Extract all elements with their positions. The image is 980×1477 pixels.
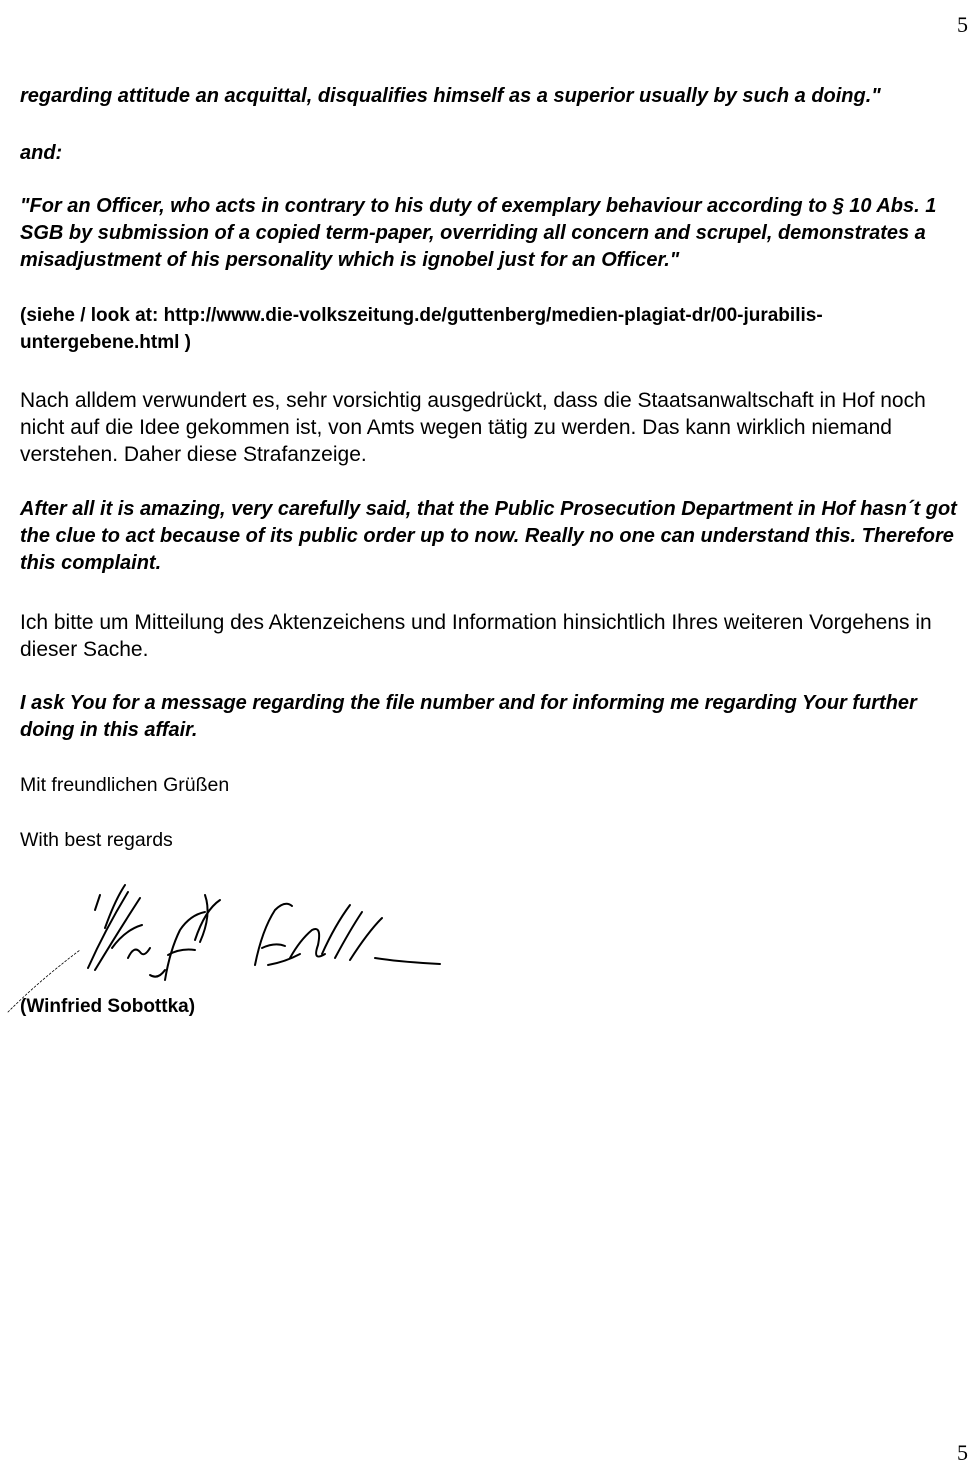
quote-2: "For an Officer, who acts in contrary to his duty of exemplary behaviour according to § 10 Abs. 1 SGB by submission of a copied term-paper, overriding all concern and scrupel, demonstrates a misadjustment of his personality which is ignobel just for an Officer." bbox=[20, 195, 937, 271]
english-paragraph: After all it is amazing, very carefully said, that the Public Prosecution Department in Hof hasn´t got the clue to act because of its public order up to now. Really no one can understand this. Therefore this complaint. bbox=[20, 498, 957, 574]
source-reference: (siehe / look at: http://www.die-volkszeitung.de/guttenberg/medien-plagiat-dr/00-jurabilis-untergebene.html ) bbox=[20, 305, 823, 353]
signer-name: (Winfried Sobottka) bbox=[20, 996, 196, 1017]
german-request: Ich bitte um Mitteilung des Aktenzeichens und Information hinsichtlich Ihres weiteren Vorgehens in dieser Sache. bbox=[20, 611, 932, 661]
quote-1-end: regarding attitude an acquittal, disqualifies himself as a superior usually by such a doing." bbox=[20, 85, 881, 107]
page-number-top: 5 bbox=[957, 12, 968, 37]
and-label: and: bbox=[20, 142, 63, 164]
german-paragraph: Nach alldem verwundert es, sehr vorsichtig ausgedrückt, dass die Staatsanwaltschaft in Hof noch nicht auf die Idee gekommen ist, von Amts wegen tätig zu werden. Das kann wirklich niemand verstehen. Daher diese Strafanzeige. bbox=[20, 389, 926, 466]
english-request: I ask You for a message regarding the file number and for informing me regarding Your further doing in this affair. bbox=[20, 692, 917, 741]
closing-german: Mit freundlichen Grüßen bbox=[20, 774, 230, 796]
page-number-bottom: 5 bbox=[957, 1440, 968, 1465]
closing-english: With best regards bbox=[20, 829, 173, 851]
